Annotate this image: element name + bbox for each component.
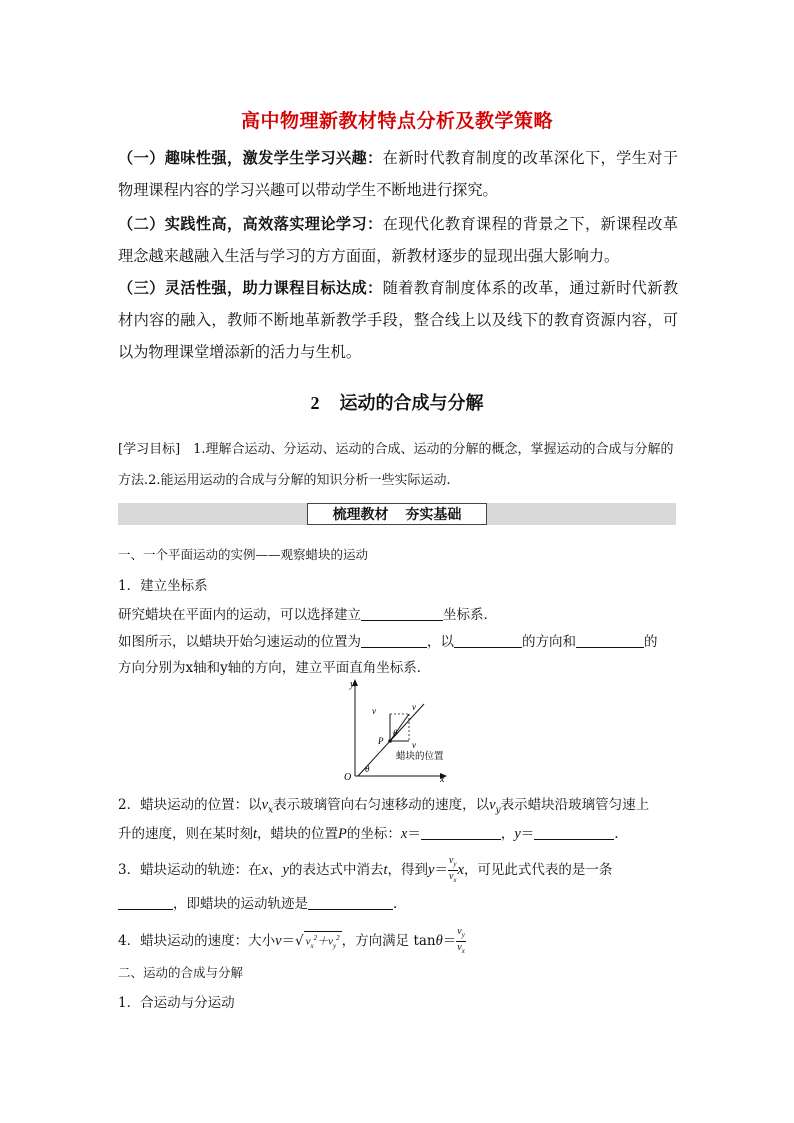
item2-y-symbol: y <box>514 826 521 842</box>
item2-line2: 升的速度，则在某时刻t，蜡块的位置P的坐标：x＝ ，y＝ . <box>118 826 619 842</box>
item3-text-d: ，可见此式代表的是一条 <box>463 862 613 878</box>
item1-title: 1．建立坐标系 <box>118 578 208 594</box>
item4-line: 4．蜡块运动的速度：大小v＝√ $v_x^2+v_y^2$ ，方向满足 tanθ＝ $\frac{v_y}{v_x}$ <box>118 926 465 955</box>
blank-origin <box>361 633 427 648</box>
trajectory-fraction: $\frac{v_y}{v_x}$ <box>448 855 457 884</box>
item2-t-symbol: t <box>253 826 258 842</box>
section-number: 2 <box>310 393 320 413</box>
blank-x-direction <box>454 633 522 648</box>
item3-text-a: 3．蜡块运动的轨迹：在 <box>118 862 262 878</box>
blank-y-direction <box>576 633 644 648</box>
figure-caption: 蜡块的位置 <box>396 752 444 762</box>
item2-text-b: 表示玻璃管向右匀速移动的速度，以 <box>273 797 490 813</box>
item2-text-d: 升的速度，则在某时刻 <box>118 826 253 842</box>
block-point <box>388 739 392 743</box>
item3-text-b: 的表达式中消去 <box>288 862 384 878</box>
feature-paragraph-2 <box>118 208 678 272</box>
feature-text-3: 随着教育制度体系的改革，通过新时代新教材内容的融入，教师不断地革新教学手段，整合线上以及线下的教育资源内容，可以为物理课堂增添新的活力与生机。 <box>118 279 679 361</box>
feature-text-2: 在现代化教育课程的背景之下，新课程改革理念越来越融入生活与学习的方方面面，新教材逐步的显现出强大影响力。 <box>118 215 679 265</box>
part2-item1: 1．合运动与分运动 <box>118 995 235 1011</box>
item2-x-symbol: x <box>400 826 408 842</box>
item1-line1-text-b: 坐标系． <box>443 607 497 623</box>
figure-origin-label: O <box>344 772 352 782</box>
feature-label-3: （三）灵活性强，助力课程目标达成： <box>118 279 383 297</box>
feature-label-2: （二）实践性高，高效落实理论学习： <box>118 215 383 233</box>
part2-heading: 二、运动的合成与分解 <box>118 965 244 980</box>
item3-y-symbol: y <box>428 862 435 878</box>
figure-y-label: y <box>350 679 355 690</box>
item2-text-e: ，蜡块的位置 <box>257 826 339 842</box>
item4-text-b: ，方向满足 <box>341 933 410 949</box>
banner-label: 梳理教材 夯实基础 <box>307 503 487 525</box>
feature-paragraph-3 <box>118 272 678 368</box>
item2-text-a: 2．蜡块运动的位置：以 <box>118 797 262 813</box>
figure-point-label: P <box>378 736 384 746</box>
item3-line1: 3．蜡块运动的轨迹：在x、y的表达式中消去t，得到y＝ $\frac{v_y}{v_x}$ x，可见此式代表的是一条 <box>118 855 613 884</box>
item3-xy-symbol: x、y <box>261 862 289 878</box>
figure-vx-label: v <box>412 740 416 750</box>
item3-t-symbol: t <box>383 862 388 878</box>
item2-p-symbol: P <box>338 826 347 842</box>
blank-x-coordinate <box>421 825 501 840</box>
item3-text-e: ，即蜡块的运动轨迹是 <box>173 896 308 912</box>
item2-vx-symbol: v <box>261 797 269 813</box>
item3-text-c: ，得到 <box>387 862 428 878</box>
figure-x-label: x <box>440 774 445 782</box>
part1-heading: 一、一个平面运动的实例——观察蜡块的运动 <box>118 547 369 562</box>
section-name: 运动的合成与分解 <box>339 393 484 414</box>
figure-theta-top: θ <box>393 728 398 738</box>
figure-theta-bottom: θ <box>365 764 370 774</box>
direction-fraction: $\frac{v_y}{v_x}$ <box>457 926 465 955</box>
item1-line2-text-c: 的方向和 <box>522 634 576 650</box>
blank-trajectory <box>308 895 393 910</box>
learning-goals: [学习目标] 1.理解合运动、分运动、运动的合成、运动的分解的概念，掌握运动的合成与分解的方法.2.能运用运动的合成与分解的知识分析一些实际运动. <box>118 442 674 488</box>
item3-line2: ，即蜡块的运动轨迹是 . <box>118 892 688 912</box>
item3-x-symbol: x <box>457 862 464 878</box>
item1-line2 <box>118 630 688 650</box>
feature-label-1: （一）趣味性强，激发学生学习兴趣： <box>118 149 383 167</box>
item1-line2-text-a: 如图所示，以蜡块开始匀速运动的位置为 <box>118 634 361 650</box>
speed-sqrt: $v_x^2+v_y^2$ <box>304 931 342 953</box>
item1-line2-text-d: 的 <box>644 634 658 650</box>
document-title: 高中物理新教材特点分析及教学策略 <box>240 110 553 132</box>
blank-y-coordinate <box>534 825 614 840</box>
item1-line2-text-b: ，以 <box>427 634 454 650</box>
item2-line1: 2．蜡块运动的位置：以$v_x$表示玻璃管向右匀速移动的速度，以$v_y$表示蜡块沿玻璃管匀速上 <box>118 797 650 816</box>
blank-curve-type <box>118 895 173 910</box>
item2-text-f: 的坐标： <box>346 826 401 842</box>
item2-text-c: 表示蜡块沿玻璃管匀速上 <box>500 797 650 813</box>
wax-block-figure <box>340 676 450 782</box>
section-title <box>0 389 794 415</box>
item1-line1 <box>118 603 688 623</box>
figure-v-label: v <box>412 702 416 712</box>
feature-paragraph-1 <box>118 142 678 206</box>
feature-text-1: 在新时代教育制度的改革深化下，学生对于物理课程内容的学习兴趣可以带动学生不断地进行探究。 <box>118 149 679 199</box>
item4-text-a: 4．蜡块运动的速度：大小 <box>118 933 276 949</box>
blank-coordinate-type <box>361 606 443 621</box>
item1-line1-text-a: 研究蜡块在平面内的运动，可以选择建立 <box>118 607 361 623</box>
item4-tan: tan <box>413 933 436 949</box>
item2-vy-symbol: v <box>489 797 496 813</box>
item1-line3: 方向分别为x轴和y轴的方向，建立平面直角坐标系． <box>118 660 431 676</box>
figure-vy-label: v <box>372 706 376 716</box>
